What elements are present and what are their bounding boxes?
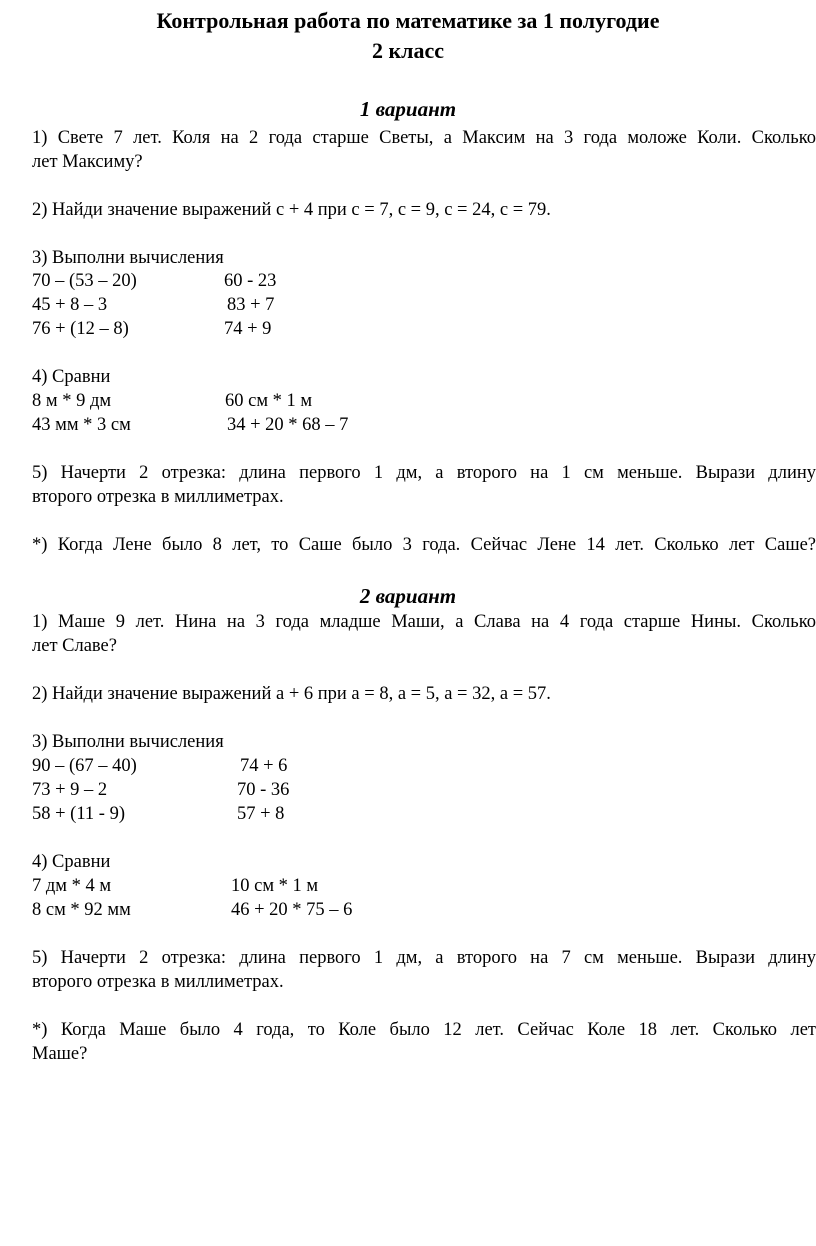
v2-task2: 2) Найди значение выражений а + 6 при а = 8, а = 5, а = 32, а = 57. bbox=[32, 684, 551, 704]
page-title: Контрольная работа по математике за 1 полугодие bbox=[156, 8, 660, 33]
v2-task5-line1: 5) Начерти 2 отрезка: длина первого 1 дм, а второго на 7 см меньше. Вырази длину bbox=[32, 948, 816, 968]
v1-task4-row2-left: 43 мм * 3 см bbox=[32, 415, 131, 435]
v2-task3-row3-left: 58 + (11 - 9) bbox=[32, 804, 125, 824]
v2-bonus-task-line2: Маше? bbox=[32, 1044, 88, 1064]
v1-task5-line2: второго отрезка в миллиметрах. bbox=[32, 487, 284, 507]
variant2-heading: 2 вариант bbox=[359, 584, 457, 608]
v1-task3-title: 3) Выполни вычисления bbox=[32, 248, 224, 268]
v2-task4-row2-left: 8 см * 92 мм bbox=[32, 900, 131, 920]
v1-task3-row2-right: 83 + 7 bbox=[227, 295, 275, 315]
v2-task4-title: 4) Сравни bbox=[32, 852, 111, 872]
v2-task4-row2-right: 46 + 20 * 75 – 6 bbox=[231, 900, 353, 920]
v1-task3-row1-left: 70 – (53 – 20) bbox=[32, 271, 137, 291]
v2-task1-line2: лет Славе? bbox=[32, 636, 117, 656]
v1-task4-row1-right: 60 см * 1 м bbox=[225, 391, 313, 411]
v1-task5-line1: 5) Начерти 2 отрезка: длина первого 1 дм, а второго на 1 см меньше. Вырази длину bbox=[32, 463, 816, 483]
v1-task4-row1-left: 8 м * 9 дм bbox=[32, 391, 112, 411]
v1-task4-row2-right: 34 + 20 * 68 – 7 bbox=[227, 415, 349, 435]
page-subtitle-grade: 2 класс bbox=[371, 38, 445, 63]
v2-task4-row1-right: 10 см * 1 м bbox=[231, 876, 319, 896]
v1-task1-line2: лет Максиму? bbox=[32, 152, 143, 172]
v2-bonus-task-line1: *) Когда Маше было 4 года, то Коле было 12 лет. Сейчас Коле 18 лет. Сколько лет bbox=[32, 1020, 816, 1040]
v2-task1-line1: 1) Маше 9 лет. Нина на 3 года младше Маши, а Слава на 4 года старше Нины. Сколько bbox=[32, 612, 816, 632]
v2-task4-row1-left: 7 дм * 4 м bbox=[32, 876, 112, 896]
v1-bonus-task: *) Когда Лене было 8 лет, то Саше было 3 года. Сейчас Лене 14 лет. Сколько лет Саше? bbox=[32, 535, 816, 555]
v2-task5-line2: второго отрезка в миллиметрах. bbox=[32, 972, 284, 992]
variant1-heading: 1 вариант bbox=[359, 97, 457, 121]
v1-task3-row2-left: 45 + 8 – 3 bbox=[32, 295, 108, 315]
v1-task3-row1-right: 60 - 23 bbox=[224, 271, 277, 291]
v1-task3-row3-right: 74 + 9 bbox=[224, 319, 272, 339]
v1-task2: 2) Найди значение выражений с + 4 при с = 7, с = 9, с = 24, с = 79. bbox=[32, 200, 551, 220]
v2-task3-row1-right: 74 + 6 bbox=[240, 756, 288, 776]
v2-task3-title: 3) Выполни вычисления bbox=[32, 732, 224, 752]
v2-task3-row1-left: 90 – (67 – 40) bbox=[32, 756, 137, 776]
v2-task3-row3-right: 57 + 8 bbox=[237, 804, 285, 824]
v1-task1-line1: 1) Свете 7 лет. Коля на 2 года старше Светы, а Максим на 3 года моложе Коли. Сколько bbox=[32, 128, 816, 148]
v1-task3-row3-left: 76 + (12 – 8) bbox=[32, 319, 129, 339]
v2-task3-row2-left: 73 + 9 – 2 bbox=[32, 780, 108, 800]
v1-task4-title: 4) Сравни bbox=[32, 367, 111, 387]
v2-task3-row2-right: 70 - 36 bbox=[237, 780, 290, 800]
